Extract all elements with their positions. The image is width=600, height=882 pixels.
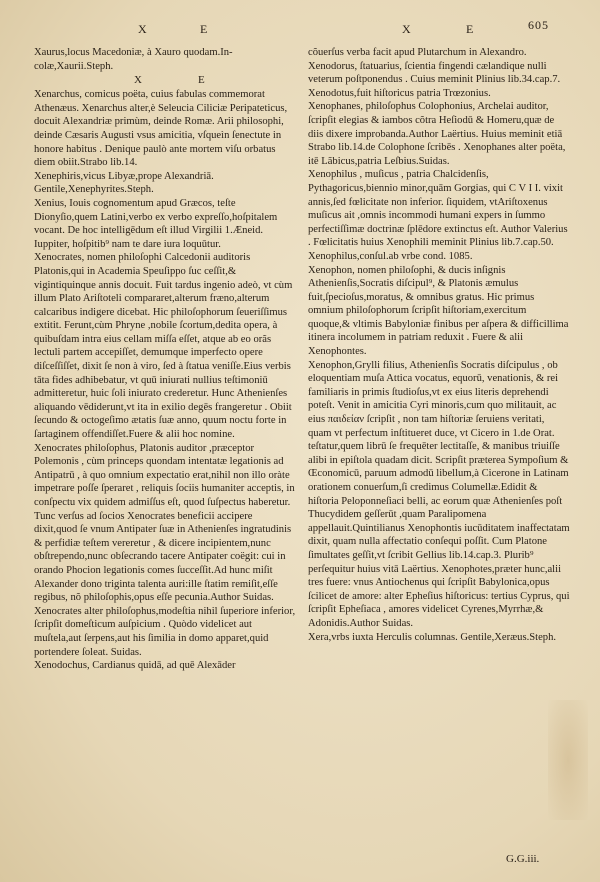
- entry-xenocrates: Xenocrates, nomen philoſophi Calcedonii auditoris Platonis,qui in Academia Speuſippo ſuc ceſſit,& vigintiquinque annis docuit. Fuit tardus ingenio adeò, vt cùm illum Plato Ariſtoteli compararet,alterum fræno,alterum calcaribus indigere dicebat. Hic philoſophorum ſeueriſſimus extitit. Ferunt,cùm Phryne ,nobile ſcortum,dedita opera, à quibuſdam intra eius cellam miſſa eſſet, atque ab eo orãs lectuli partem accepiſſet, demumque imperfecto opere diſceſſiſſet, dixit ſe non à viro, ſed à ſtatua veniſſe.Eius verbis tāta fides adhibebatur, vt quū iniurati nullius teſtimoniū admitteretur, huic ſoli iniurato crederetur. Hunc Athenienſes aliquando vēdiderunt,vt ita in exilio degēs frangeretur . Obiit ſecundo & octogeſimo ætatis ſuæ anno, quum noctu forte in ſartaginem offendiſſet.Fuere & alii hoc nomine.: [34, 252, 293, 441]
- entry-xenophanes: Xenophanes, philoſophus Colophonius, Archelai auditor, ſcripſit elegias & iambos cõtra Heſiodū & Homeru,quæ de diis dixere improbanda.Author Laërtius. Huius meminit etiā Strabo lib.14.de Colophone ſcribēs . Xenophanes alter poëta, itē Lãbicus,patria Leſbius.Suidas.: [308, 101, 566, 167]
- header-left-e: E: [200, 22, 209, 36]
- entry-xenodotus: Xenodotus,fuit hiſtoricus patria Trœzonius.: [308, 87, 491, 99]
- section-subheading: [34, 74, 296, 87]
- page-number: 605: [528, 18, 549, 32]
- left-column: [34, 46, 296, 673]
- entry-xenocrates-2: Xenocrates philoſophus, Platonis auditor ,præceptor Polemonis , cùm princeps quondam intentatæ legationis ad Antipatrū , à quo omnium expectatio erat,nihil non illo oràte impetrare poſſe ſperaret , reliquis ſociis humaniter acceptis, in conſpectu vix quidem admiſſus eſt, quod ſuſpectus haberetur. Tunc verſus ad ſocios Xenocrates beneficii accipere dixit,quod ſe vnum Antipater ſuæ in Athenienſes ingratudinis & perfidiæ teſtem vereretur , & dicere incipientem,nunc obſtrependo,nunc obſecrando tacere Antipater coëgit: cui in orando Phocion legationis comes ſucceſſit.Ad hunc miſit Alexander dono triginta talenta auri:ille ſtatim remiſit,eſſe regibus, nõ philoſophis,opus eſſe pecunia.Author Suidas. Xenocrates alter philoſophus,modeſtia nihil ſuperiore inferior, ſcripſit domeſticum auſpicium . Quòdo videlicet aut muſtela,aut ſerpens,aut his ſimilia in domo apparet,quid portendere ſoleat. Suidas.: [34, 442, 296, 658]
- entry-xenodorus: Xenodorus, ſtatuarius, ſcientia fingendi cælandique nulli veterum poſtponendus . Cuius meminit Plinius lib.34.cap.7.: [308, 60, 561, 86]
- right-column: [308, 46, 570, 644]
- signature-mark: G.G.iii.: [506, 853, 540, 865]
- entry-xenodochus: Xenodochus, Cardianus quidā, ad quē Alexāder: [34, 660, 236, 672]
- entry-xenophilus: Xenophilus , muſicus , patria Chalcidenſis, Pythagoricus,biennio minor,quām Gorgias, qui C V I I. vixit annis,ſed fœlicitate non inferior. ſiquidem, vtAriſtoxenus muſicus ait ,omnis incommodi humani expers in ſummo perfectiſſimæ doctrinæ ſplēdore extinctus eſt. Author Valerius . Fœlicitatis huius Xenophili meminit Plinius lib.7.cap.50.: [308, 169, 568, 249]
- entry-xenophilus-consul: Xenophilus,conſul.ab vrbe cond. 1085.: [308, 250, 473, 262]
- running-header: [0, 0, 600, 40]
- header-left-x: X: [138, 22, 148, 36]
- entry-xenophon: Xenophon, nomen philoſophi, & ducis inſignis Athenienſis,Socratis diſcipul⁹, & Platonis æmulus fuit,ſpecioſus,moratus, & omnibus gratus. Hic primus omnium philoſophorum ſcripſit hiſtoriam,exercitum quoque,& vltimis Babyloniæ finibus per aſpera & difficillima itinera incolumem in patriam reduxit . Fuere & alii Xenophontes.: [308, 264, 569, 358]
- entry-xera: Xera,vrbs iuxta Herculis columnas. Gentile,Xeræus.Steph.: [308, 631, 557, 643]
- header-right-e: E: [466, 22, 475, 36]
- entry-xenarchus: Xenarchus, comicus poëta, cuius fabulas commemorat Athenæus. Xenarchus alter,è Seleucia Ciliciæ Peripateticus, docuit Alexandriæ primùm, deinde Romæ. Arii philosophi, deinde Cæsaris Augusti vsus amicitia, vſqueìn ſenectute in honore habitus . Denique paulò ante mortem viſu orbatus diem obiit.Strabo lib.14.: [34, 89, 288, 169]
- entry-xenephiris: Xenephiris,vicus Libyæ,prope Alexandriā. Gentile,Xenephyrites.Steph.: [34, 170, 214, 196]
- entry-xaurus: Xaurus,locus Macedoniæ, à Xauro quodam.In-colæ,Xaurii.Steph.: [34, 47, 233, 72]
- paper-stain: [548, 700, 588, 820]
- verse-quote: Iuppiter, hoſpitib⁹ nam te dare iura loquūtur.: [34, 238, 221, 250]
- subheading-x: X: [134, 74, 143, 87]
- entry-xenophon-grylli: Xenophon,Grylli filius, Athenienſis Socratis diſcipulus , ob eloquentiam muſa Attica vocatus, equorū, venationis, & rei familiaris in primis ſtudioſus,vt ex eius literis deprehendi poteſt. Venit in amicitia Cyri minoris,cum quo militauit, ac eius παιδείαν ſcripſit , non tam hiſtoriæ ſeruiens veritati, quam vt perfectum inſtitueret duce, vt Cicero in 1.de Orat. teſtatur,quem librū ſe frequēter lectitaſſe, & manibus triuiſſe alibi in epiſtola quadam dicit. Scripſit præterea Sympoſium & Œconomicū, paruum admodū libellum,à Cicerone in Latinam orationem conuerſum,ſi credimus Columellæ.Edidit & hiſtoria Peloponneſiaci belli, ac eorum quæ Athenienſes poſt Thucydidem geſſerūt ,quam Paralipomena appellauit.Quintilianus Xenophontis iucūditatem inaffectatam dixit, quam nulla affectatio conſequi poſſit. Cum Platone ſimultates geſſit,vt ſcribit Gellius lib.14.cap.3. Plurib⁹ perſequitur huius vitā Laërtius. Xenophotes,præter hunc,alii tres fuere: vnus Antiochenus qui ſcripſit Babylonica,opus ſcilicet de amore: alter Epheſius hiſtoricus: tertius Cyprus, qui ſcripſit Epheſiaca , amores videlicet Cyrenes,Myrrhæ,& Adonidis.Author Suidas.: [308, 359, 570, 629]
- subheading-e: E: [198, 74, 206, 87]
- header-right-x: X: [402, 22, 412, 36]
- entry-xenius: Xenius, Iouis cognomentum apud Græcos, teſte Dionyſio,quem Latini,verbo ex verbo expreſſo,hoſpitalem vocant. De hoc intelligēdum eſt illud Virgilii 1.Æneid.: [34, 197, 278, 237]
- entry-continuation: cõuerſus verba facit apud Plutarchum in Alexandro.: [308, 47, 527, 58]
